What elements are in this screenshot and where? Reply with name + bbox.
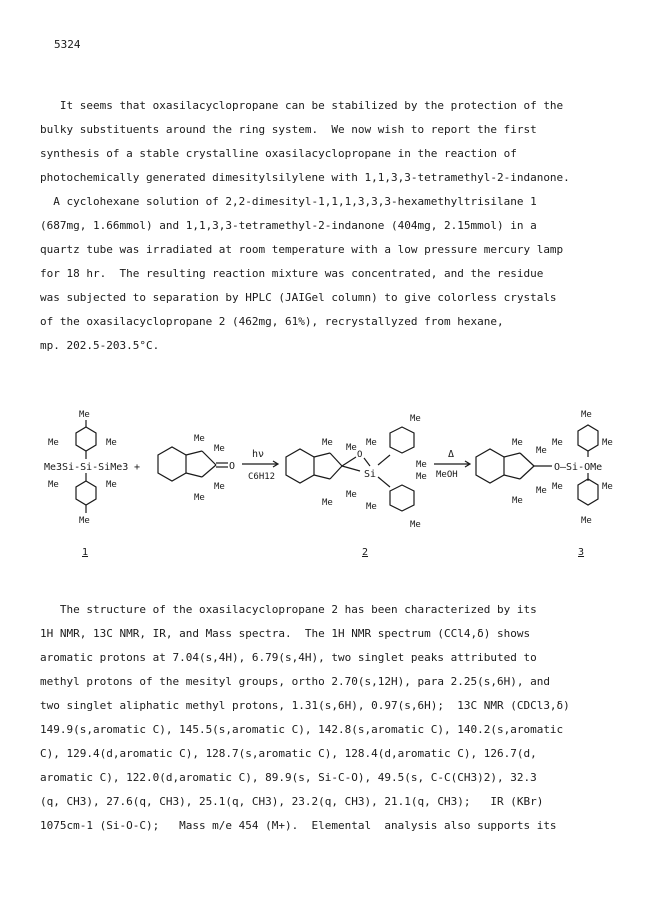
methyl-label: Me	[214, 444, 225, 454]
trisilane-core: Me3Si-Si-SiMe3	[44, 462, 129, 473]
indanone-structure	[158, 434, 235, 503]
text-line: for 18 hr. The resulting reaction mixture was concentrated, and the residue	[40, 267, 544, 280]
methyl-label: Me	[536, 486, 547, 496]
methyl-label: Me	[512, 438, 523, 448]
methyl-label: Me	[194, 434, 205, 444]
methyl-label: Me	[416, 460, 427, 470]
hv-label: hν	[252, 449, 265, 460]
methyl-label: Me	[410, 414, 421, 424]
text-line: It seems that oxasilacyclopropane can be stabilized by the protection of the	[40, 99, 564, 112]
methyl-label: Me	[48, 438, 59, 448]
text-line: The structure of the oxasilacyclopropane 2 has been characterized by its	[40, 603, 537, 616]
text-line: photochemically generated dimesitylsilylene with 1,1,3,3-tetramethyl-2-indanone.	[40, 171, 570, 184]
delta-label: Δ	[448, 449, 455, 460]
methyl-label: Me	[346, 490, 357, 500]
methyl-label: Me	[602, 438, 613, 448]
methyl-label: Me	[194, 493, 205, 503]
text-line: 1075cm-1 (Si-O-C); Mass m/e 454 (M+). Elemental analysis also supports its	[40, 819, 557, 832]
methyl-label: Me	[366, 438, 377, 448]
compound-3-structure	[476, 410, 613, 558]
text-line: 1H NMR, 13C NMR, IR, and Mass spectra. The 1H NMR spectrum (CCl4,δ) shows	[40, 627, 531, 640]
methyl-label: Me	[581, 516, 592, 526]
reaction-scheme	[30, 405, 642, 585]
oxygen-label: O	[357, 450, 363, 460]
compound-number: 2	[362, 547, 369, 558]
text-line: methyl protons of the mesityl groups, ortho 2.70(s,12H), para 2.25(s,6H), and	[40, 675, 550, 688]
silyl-ether-group: O—Si-OMe	[554, 462, 603, 473]
methyl-label: Me	[366, 502, 377, 512]
methyl-label: Me	[322, 498, 333, 508]
text-line: aromatic protons at 7.04(s,4H), 6.79(s,4H), two singlet peaks attributed to	[40, 651, 537, 664]
methyl-label: Me	[214, 482, 225, 492]
silicon-label: Si	[364, 469, 377, 480]
methyl-label: Me	[416, 472, 427, 482]
text-line: aromatic C), 122.0(d,aromatic C), 89.9(s, Si-C-O), 49.5(s, C-C(CH3)2), 32.3	[40, 771, 537, 784]
methyl-label: Me	[552, 438, 563, 448]
methyl-label: Me	[581, 410, 592, 420]
methyl-label: Me	[512, 496, 523, 506]
text-line: A cyclohexane solution of 2,2-dimesityl-1,1,1,3,3,3-hexamethyltrisilane 1	[40, 195, 537, 208]
compound-2-structure	[286, 414, 427, 558]
solvent-label: C6H12	[248, 472, 276, 482]
page-number: 5324	[54, 38, 81, 51]
methyl-label: Me	[552, 482, 563, 492]
text-line: (q, CH3), 27.6(q, CH3), 25.1(q, CH3), 23.2(q, CH3), 21.1(q, CH3); IR (KBr)	[40, 795, 544, 808]
methanol-label: MeOH	[436, 470, 458, 480]
methyl-label: Me	[79, 516, 90, 526]
text-line: bulky substituents around the ring system. We now wish to report the first	[40, 123, 537, 136]
methyl-label: Me	[602, 482, 613, 492]
methyl-label: Me	[536, 446, 547, 456]
plus-sign: +	[134, 462, 141, 473]
methyl-label: Me	[410, 520, 421, 530]
intro-paragraph	[40, 94, 640, 358]
compound-number: 1	[82, 547, 89, 558]
text-line: mp. 202.5-203.5°C.	[40, 339, 160, 352]
compound-1-structure	[44, 410, 128, 558]
structure-paragraph	[40, 598, 640, 838]
text-line: quartz tube was irradiated at room temperature with a low pressure mercury lamp	[40, 243, 564, 256]
oxygen-label: O	[229, 461, 236, 472]
methyl-label: Me	[322, 438, 333, 448]
text-line: 149.9(s,aromatic C), 145.5(s,aromatic C), 142.8(s,aromatic C), 140.2(s,aromatic	[40, 723, 564, 736]
text-line: two singlet aliphatic methyl protons, 1.31(s,6H), 0.97(s,6H); 13C NMR (CDCl3,δ)	[40, 699, 570, 712]
text-line: synthesis of a stable crystalline oxasilacyclopropane in the reaction of	[40, 147, 517, 160]
text-line: C), 129.4(d,aromatic C), 128.7(s,aromatic C), 128.4(d,aromatic C), 126.7(d,	[40, 747, 537, 760]
methyl-label: Me	[48, 480, 59, 490]
methyl-label: Me	[346, 443, 357, 453]
text-line: (687mg, 1.66mmol) and 1,1,3,3-tetramethyl-2-indanone (404mg, 2.15mmol) in a	[40, 219, 537, 232]
text-line: of the oxasilacyclopropane 2 (462mg, 61%), recrystallyzed from hexane,	[40, 315, 504, 328]
text-line: was subjected to separation by HPLC (JAIGel column) to give colorless crystals	[40, 291, 557, 304]
methyl-label: Me	[106, 438, 117, 448]
methyl-label: Me	[106, 480, 117, 490]
methyl-label: Me	[79, 410, 90, 420]
compound-number: 3	[578, 547, 585, 558]
